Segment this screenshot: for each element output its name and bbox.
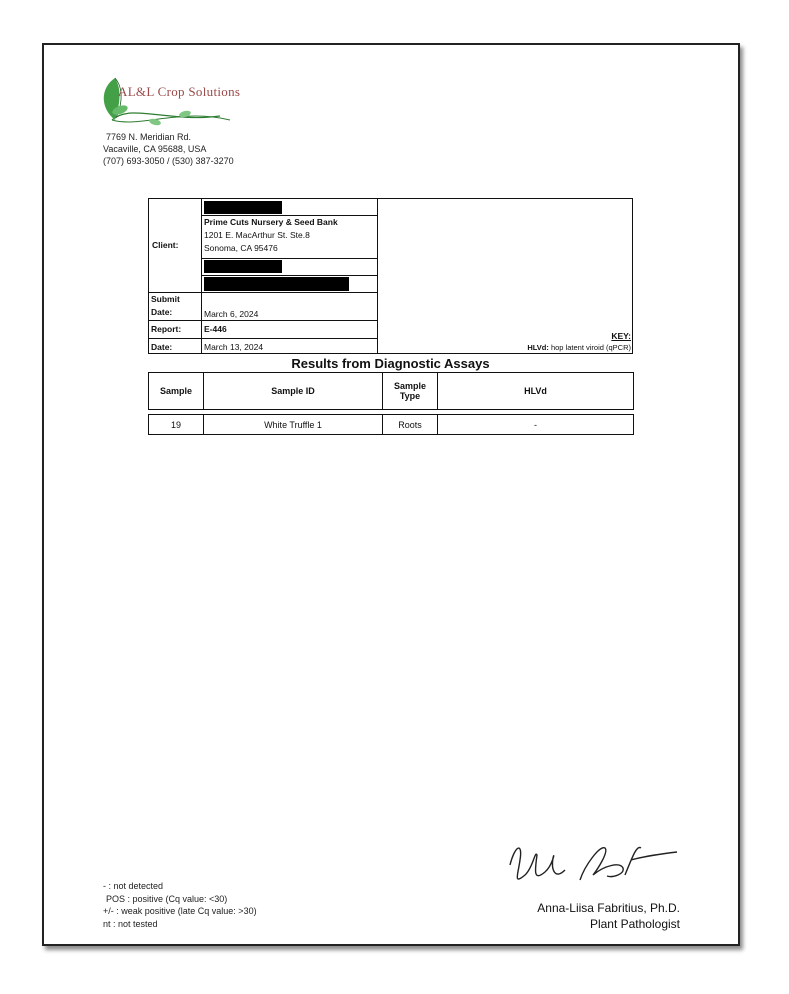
signatory-title: Plant Pathologist: [589, 917, 680, 931]
col-hlvd: HLVd: [438, 373, 634, 410]
results-header-row: [149, 373, 634, 410]
col-sample-type: Sample Type: [383, 373, 438, 410]
legend-item: POS : positive (Cq value: <30): [106, 893, 228, 904]
company-address-line1: 7769 N. Meridian Rd.: [106, 132, 192, 142]
results-table: [148, 372, 634, 435]
redacted-block: [204, 201, 282, 214]
redacted-block: [204, 277, 349, 291]
submit-date-label-1: Submit: [151, 294, 180, 304]
date-label: Date:: [151, 342, 173, 352]
hlvd-result-cell: -: [438, 415, 634, 435]
key-label: KEY:: [611, 331, 631, 341]
client-address-line1: 1201 E. MacArthur St. Ste.8: [204, 230, 310, 240]
legend-item: - : not detected: [103, 881, 164, 891]
submit-date-value: March 6, 2024: [204, 309, 259, 319]
legend-item: nt : not tested: [103, 918, 158, 929]
signature: [505, 830, 685, 890]
company-name: AL&L Crop Solutions: [118, 84, 241, 99]
legend-item: +/- : weak positive (late Cq value: >30): [103, 906, 257, 916]
key-description: hop latent viroid (qPCR): [550, 343, 631, 352]
client-address-line2: Sonoma, CA 95476: [204, 243, 278, 253]
sample-type-cell: Roots: [383, 415, 438, 435]
document-page: [42, 43, 740, 946]
redacted-block: [204, 260, 282, 273]
key-entry: [527, 343, 631, 352]
company-address-line2: Vacaville, CA 95688, USA: [103, 144, 207, 154]
report-label: Report:: [151, 324, 182, 334]
report-value: E-446: [204, 324, 227, 334]
sample-cell: 19: [149, 415, 204, 435]
col-sample-id: Sample ID: [204, 373, 383, 410]
result-legend: [103, 880, 257, 930]
client-label: Client:: [152, 240, 179, 250]
signatory-block: [537, 900, 680, 932]
sample-id-cell: White Truffle 1: [204, 415, 383, 435]
table-row: [149, 415, 634, 435]
key-abbr: HLVd:: [527, 343, 549, 352]
company-logo: [60, 28, 240, 128]
results-title: Results from Diagnostic Assays: [291, 356, 490, 371]
submit-date-label-2: Date:: [151, 307, 173, 317]
company-phone: (707) 693-3050 / (530) 387-3270: [103, 156, 234, 166]
signatory-name: Anna-Liisa Fabritius, Ph.D.: [537, 901, 680, 915]
client-name: Prime Cuts Nursery & Seed Bank: [204, 217, 338, 227]
report-date-value: March 13, 2024: [204, 342, 264, 352]
col-sample: Sample: [149, 373, 204, 410]
